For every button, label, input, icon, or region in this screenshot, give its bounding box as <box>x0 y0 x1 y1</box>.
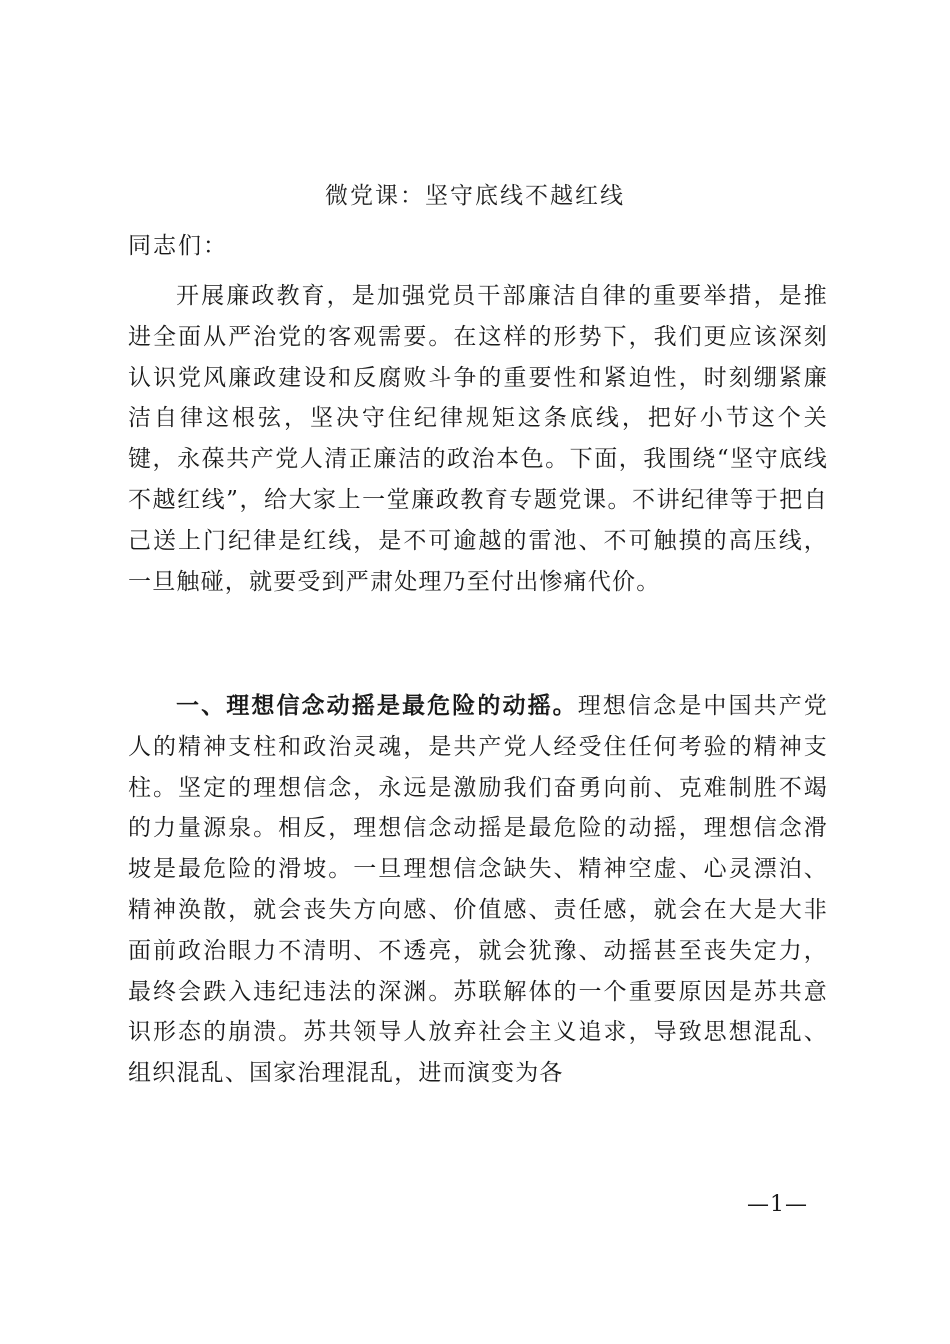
salutation: 同志们： <box>128 233 228 259</box>
page-number: —1— <box>747 1192 808 1217</box>
paragraph-text: 理想信念是中国共产党人的精神支柱和政治灵魂，是共产党人经受住任何考验的精神支柱。坚定的理想信念，永远是激励我们奋勇向前、克难制胜不竭的力量源泉。相反，理想信念动摇是最危险的动摇，理想信念滑坡是最危险的滑坡。一旦理想信念缺失、精神空虚、心灵漂泊、精神涣散，就会丧失方向感、价值感、责任感，就会在大是大非面前政治眼力不清明、不透亮，就会犹豫、动摇甚至丧失定力，最终会跌入违纪违法的深渊。苏联解体的一个重要原因是苏共意识形态的崩溃。苏共领导人放弃社会主义追求，导致思想混乱、组织混乱、国家治理混乱，进而演变为各 <box>128 693 829 1087</box>
document-title: 微党课：坚守底线不越红线 <box>325 183 625 209</box>
paragraph-intro <box>128 276 828 602</box>
paragraph-section-one <box>128 686 828 1094</box>
section-heading: 一、理想信念动摇是最危险的动摇。 <box>176 692 578 719</box>
paragraph-text: 开展廉政教育，是加强党员干部廉洁自律的重要举措，是推进全面从严治党的客观需要。在这样的形势下，我们更应该深刻认识党风廉政建设和反腐败斗争的重要性和紧迫性，时刻绷紧廉洁自律这根弦，坚决守住纪律规矩这条底线，把好小节这个关键，永葆共产党人清正廉洁的政治本色。下面，我围绕“坚守底线不越红线”，给大家上一堂廉政教育专题党课。不讲纪律等于把自己送上门纪律是红线，是不可逾越的雷池、不可触摸的高压线，一旦触碰，就要受到严肃处理乃至付出惨痛代价。 <box>128 283 828 595</box>
